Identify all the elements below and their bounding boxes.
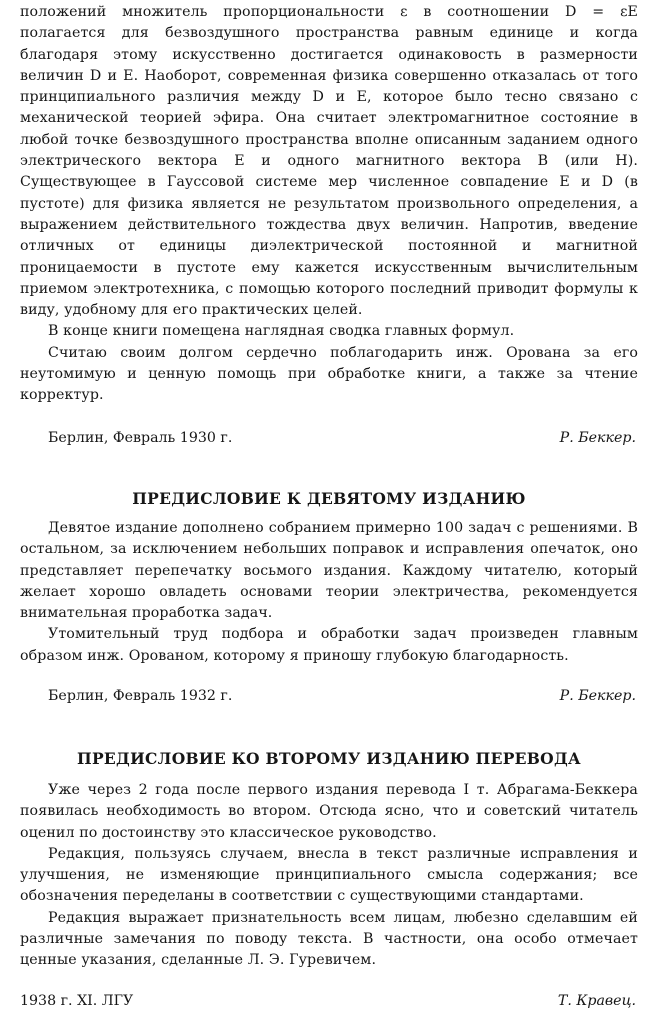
section-title: ПРЕДИСЛОВИЕ КО ВТОРОМУ ИЗДАНИЮ ПЕРЕВОДА [77,749,581,768]
signature-line [20,686,638,707]
paragraph: В конце книги помещена наглядная сводка главных формул. [48,323,515,340]
signature-line [20,428,638,449]
author-signature: Т. Кравец. [557,993,636,1009]
place-date: 1938 г. XI. ЛГУ [20,993,134,1009]
author-signature: Р. Беккер. [559,688,636,704]
preface-ninth-edition [20,518,638,667]
paragraph: Девятое издание дополнено собранием примерно 100 задач с решениями. В остальном, за исключением небольших поправок и исправления опечаток, оно представляет перепечатку восьмого издания. Каждому читателю, который желает хорошо овладеть основами теории электричества, рекомендуется внимательная проработка задач. [20,520,638,622]
paragraph: положений множитель пропорциональности ε в соотношении D = εE полагается для безвоздушного пространства равным единице и когда благодаря этому искусственно достигается одинаковость в размерности величин D и E. Наоборот, современная физика совершенно отказалась от того принципиального различия между D и E, которое было тесно связано с механической теорией эфира. Она считает электромагнитное состояние в любой точке безвоздушного пространства вполне описанным заданием одного электрического вектора E и одного магнитного вектора B (или H). Существующее в Гауссовой системе мер численное совпадение E и D (в пустоте) для физика является не результатом произвольного определения, а выражением действительного тождества двух величин. Напротив, введение отличных от единицы диэлектрической постоянной и магнитной проницаемости в пустоте ему кажется искусственным вычислительным приемом электротехника, с помощью которого последний приводит формулы к виду, удобному для его практических целей. [20,4,638,319]
place-date: Берлин, Февраль 1930 г. [48,430,233,446]
paragraph: Редакция, пользуясь случаем, внесла в текст различные исправления и улучшения, не изменяющие принципиального смысла содержания; все обозначения переделаны в соответствии с существующими стандартами. [20,845,638,905]
section-title: ПРЕДИСЛОВИЕ К ДЕВЯТОМУ ИЗДАНИЮ [132,489,526,508]
paragraph: Редакция выражает признательность всем лицам, любезно сделавшим ей различные замечания по поводу текста. В частности, она особо отмечает ценные указания, сделанные Л. Э. Гуревичем. [20,909,638,969]
paragraph: Утомительный труд подбора и обработки задач произведен главным образом инж. Орованом, которому я приношу глубокую благодарность. [20,626,638,664]
signature-line [0,991,638,1012]
preface-second-translation [20,780,638,972]
place-date: Берлин, Февраль 1932 г. [48,688,233,704]
paragraph: Уже через 2 года после первого издания перевода I т. Абрагама-Беккера появилась необходимость во втором. Отсюда ясно, что и советский читатель оценил по достоинству это классическое руководство. [20,782,638,841]
preface-continuation [20,2,638,407]
paragraph: Считаю своим долгом сердечно поблагодарить инж. Орована за его неутомимую и ценную помощь при обработке книги, а также за чтение корректур. [20,344,638,404]
author-signature: Р. Беккер. [559,430,636,446]
